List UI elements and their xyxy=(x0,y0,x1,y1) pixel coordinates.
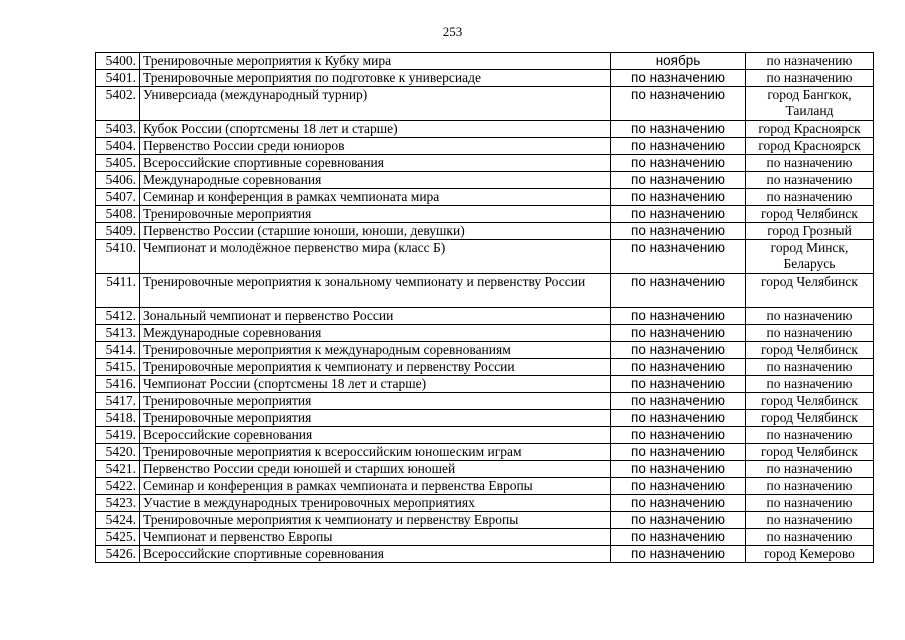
event-name: Первенство России (старшие юноши, юноши, девушки) xyxy=(140,223,611,240)
event-name: Семинар и конференция в рамках чемпионата и первенства Европы xyxy=(140,478,611,495)
event-date: по назначению xyxy=(611,529,746,546)
row-number: 5404. xyxy=(96,138,140,155)
table-row xyxy=(96,87,874,121)
event-name: Тренировочные мероприятия к всероссийским юношеским играм xyxy=(140,444,611,461)
table-row xyxy=(96,53,874,70)
table-row xyxy=(96,376,874,393)
table-row xyxy=(96,393,874,410)
event-name: Первенство России среди юниоров xyxy=(140,138,611,155)
row-number: 5421. xyxy=(96,461,140,478)
events-table-body xyxy=(96,53,874,563)
event-date: по назначению xyxy=(611,342,746,359)
event-date: по назначению xyxy=(611,427,746,444)
event-place: город Красноярск xyxy=(746,138,874,155)
event-name: Чемпионат России (спортсмены 18 лет и старше) xyxy=(140,376,611,393)
event-date: по назначению xyxy=(611,87,746,121)
event-place: по назначению xyxy=(746,70,874,87)
event-place: город Бангкок, Таиланд xyxy=(746,87,874,121)
event-place: по назначению xyxy=(746,478,874,495)
row-number: 5413. xyxy=(96,325,140,342)
event-name: Тренировочные мероприятия по подготовке к универсиаде xyxy=(140,70,611,87)
table-row xyxy=(96,172,874,189)
table-row xyxy=(96,359,874,376)
event-date: по назначению xyxy=(611,410,746,427)
event-date: по назначению xyxy=(611,223,746,240)
event-name: Семинар и конференция в рамках чемпионата мира xyxy=(140,189,611,206)
table-row xyxy=(96,410,874,427)
event-place: город Грозный xyxy=(746,223,874,240)
row-number: 5426. xyxy=(96,546,140,563)
row-number: 5411. xyxy=(96,274,140,308)
row-number: 5410. xyxy=(96,240,140,274)
event-date: по назначению xyxy=(611,478,746,495)
table-row xyxy=(96,444,874,461)
event-place: по назначению xyxy=(746,172,874,189)
table-row xyxy=(96,223,874,240)
row-number: 5418. xyxy=(96,410,140,427)
event-name: Чемпионат и первенство Европы xyxy=(140,529,611,546)
event-date: по назначению xyxy=(611,189,746,206)
row-number: 5401. xyxy=(96,70,140,87)
table-row xyxy=(96,461,874,478)
event-name: Тренировочные мероприятия к международным соревнованиям xyxy=(140,342,611,359)
event-name: Чемпионат и молодёжное первенство мира (класс Б) xyxy=(140,240,611,274)
table-row xyxy=(96,495,874,512)
event-date: по назначению xyxy=(611,359,746,376)
row-number: 5417. xyxy=(96,393,140,410)
row-number: 5406. xyxy=(96,172,140,189)
event-date: по назначению xyxy=(611,308,746,325)
table-row xyxy=(96,155,874,172)
event-name: Всероссийские спортивные соревнования xyxy=(140,155,611,172)
event-date: по назначению xyxy=(611,325,746,342)
row-number: 5423. xyxy=(96,495,140,512)
table-row xyxy=(96,529,874,546)
event-name: Тренировочные мероприятия xyxy=(140,206,611,223)
event-date: по назначению xyxy=(611,393,746,410)
table-row xyxy=(96,206,874,223)
event-date: по назначению xyxy=(611,444,746,461)
table-row xyxy=(96,325,874,342)
table-row xyxy=(96,189,874,206)
event-place: по назначению xyxy=(746,359,874,376)
event-name: Зональный чемпионат и первенство России xyxy=(140,308,611,325)
event-name: Первенство России среди юношей и старших юношей xyxy=(140,461,611,478)
row-number: 5407. xyxy=(96,189,140,206)
table-row xyxy=(96,274,874,308)
event-place: город Кемерово xyxy=(746,546,874,563)
event-date: по назначению xyxy=(611,240,746,274)
event-name: Международные соревнования xyxy=(140,325,611,342)
table-row xyxy=(96,478,874,495)
row-number: 5402. xyxy=(96,87,140,121)
event-place: по назначению xyxy=(746,376,874,393)
event-place: город Челябинск xyxy=(746,206,874,223)
event-date: по назначению xyxy=(611,172,746,189)
event-place: по назначению xyxy=(746,189,874,206)
row-number: 5405. xyxy=(96,155,140,172)
row-number: 5416. xyxy=(96,376,140,393)
row-number: 5400. xyxy=(96,53,140,70)
event-date: по назначению xyxy=(611,461,746,478)
table-row xyxy=(96,70,874,87)
table-row xyxy=(96,512,874,529)
event-date: по назначению xyxy=(611,495,746,512)
event-place: город Минск, Беларусь xyxy=(746,240,874,274)
event-place: по назначению xyxy=(746,529,874,546)
row-number: 5420. xyxy=(96,444,140,461)
event-name: Тренировочные мероприятия к Кубку мира xyxy=(140,53,611,70)
event-date: по назначению xyxy=(611,512,746,529)
event-date: по назначению xyxy=(611,138,746,155)
event-place: по назначению xyxy=(746,325,874,342)
event-place: по назначению xyxy=(746,461,874,478)
table-row xyxy=(96,427,874,444)
table-row xyxy=(96,546,874,563)
event-name: Всероссийские спортивные соревнования xyxy=(140,546,611,563)
event-date: по назначению xyxy=(611,70,746,87)
event-name: Участие в международных тренировочных мероприятиях xyxy=(140,495,611,512)
event-name: Универсиада (международный турнир) xyxy=(140,87,611,121)
event-name: Тренировочные мероприятия к чемпионату и первенству России xyxy=(140,359,611,376)
event-place: город Челябинск xyxy=(746,444,874,461)
row-number: 5424. xyxy=(96,512,140,529)
event-place: по назначению xyxy=(746,495,874,512)
row-number: 5403. xyxy=(96,121,140,138)
row-number: 5412. xyxy=(96,308,140,325)
table-row xyxy=(96,240,874,274)
event-name: Тренировочные мероприятия xyxy=(140,393,611,410)
event-date: по назначению xyxy=(611,546,746,563)
event-date: по назначению xyxy=(611,274,746,308)
row-number: 5419. xyxy=(96,427,140,444)
row-number: 5415. xyxy=(96,359,140,376)
event-place: город Красноярск xyxy=(746,121,874,138)
event-date: по назначению xyxy=(611,121,746,138)
event-place: город Челябинск xyxy=(746,410,874,427)
event-name: Тренировочные мероприятия к чемпионату и первенству Европы xyxy=(140,512,611,529)
event-name: Тренировочные мероприятия к зональному чемпионату и первенству России xyxy=(140,274,611,308)
events-table xyxy=(95,52,874,563)
table-row xyxy=(96,308,874,325)
event-place: город Челябинск xyxy=(746,274,874,308)
event-place: по назначению xyxy=(746,427,874,444)
table-row xyxy=(96,121,874,138)
row-number: 5409. xyxy=(96,223,140,240)
row-number: 5414. xyxy=(96,342,140,359)
row-number: 5408. xyxy=(96,206,140,223)
event-place: по назначению xyxy=(746,308,874,325)
event-date: ноябрь xyxy=(611,53,746,70)
event-name: Международные соревнования xyxy=(140,172,611,189)
row-number: 5425. xyxy=(96,529,140,546)
table-row xyxy=(96,138,874,155)
event-place: по назначению xyxy=(746,53,874,70)
event-name: Всероссийские соревнования xyxy=(140,427,611,444)
event-date: по назначению xyxy=(611,206,746,223)
event-date: по назначению xyxy=(611,376,746,393)
event-place: по назначению xyxy=(746,155,874,172)
page-number: 253 xyxy=(442,24,463,39)
table-row xyxy=(96,342,874,359)
event-place: по назначению xyxy=(746,512,874,529)
event-name: Кубок России (спортсмены 18 лет и старше) xyxy=(140,121,611,138)
event-place: город Челябинск xyxy=(746,342,874,359)
event-place: город Челябинск xyxy=(746,393,874,410)
row-number: 5422. xyxy=(96,478,140,495)
event-date: по назначению xyxy=(611,155,746,172)
event-name: Тренировочные мероприятия xyxy=(140,410,611,427)
